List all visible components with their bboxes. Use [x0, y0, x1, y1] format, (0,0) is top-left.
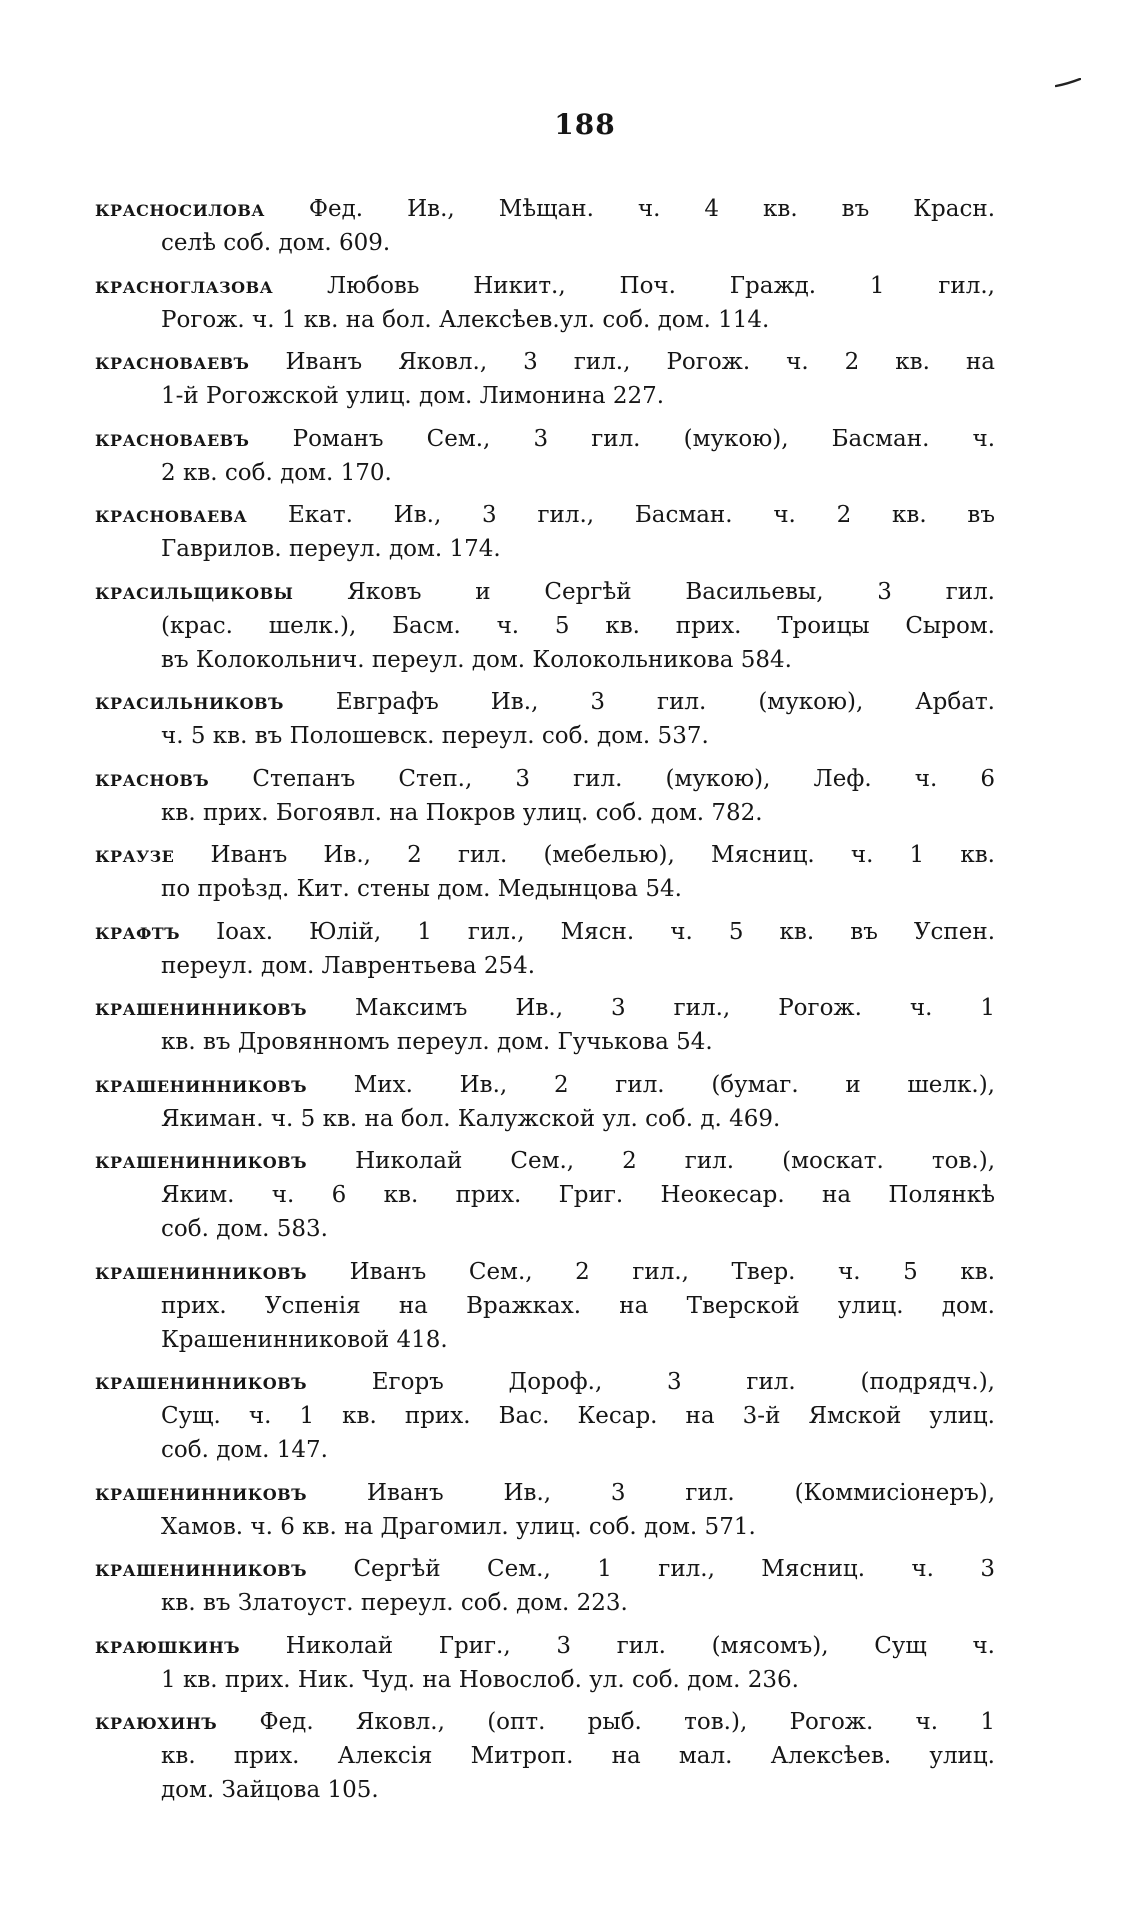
- entry-text: Николай Сем., 2 гил. (москат. тов.),: [355, 1148, 995, 1174]
- entry-text: Фед. Ив., Мѣщан. ч. 4 кв. въ Красн.: [308, 196, 995, 222]
- entry-first-line: [95, 838, 995, 872]
- entry-continuation-line: [95, 1025, 995, 1059]
- entry-text: селѣ соб. дом. 609.: [161, 230, 391, 256]
- entry-text: Иванъ Ив., 3 гил. (Коммисіонеръ),: [366, 1479, 995, 1506]
- entry-text: въ Колокольнич. переул. дом. Колокольникова 584.: [161, 646, 792, 673]
- entry-surname: крашенинниковъ: [95, 1257, 308, 1285]
- entry-text: Фед. Яковл., (опт. рыб. тов.), Рогож. ч. 1: [259, 1709, 995, 1735]
- entry-text: Іоах. Юлій, 1 гил., Мясн. ч. 5 кв. въ Успен.: [216, 918, 995, 945]
- entry-text: кв. прих. Богоявл. на Покров улиц. соб. дом. 782.: [161, 799, 763, 826]
- entry-text: соб. дом. 147.: [161, 1437, 328, 1463]
- entry-text: ч. 5 кв. въ Полошевск. переул. соб. дом. 537.: [161, 723, 709, 749]
- entry-continuation-line: [95, 609, 995, 643]
- entry-text: Рогож. ч. 1 кв. на бол. Алексѣев.ул. соб. дом. 114.: [161, 306, 770, 333]
- entry-text: переул. дом. Лаврентьева 254.: [161, 952, 536, 979]
- entry-text: Крашенинниковой 418.: [161, 1326, 448, 1353]
- entry-text: Гаврилов. переул. дом. 174.: [161, 536, 501, 562]
- entry-first-line: [95, 915, 995, 949]
- directory-entry: [95, 1144, 995, 1246]
- entry-surname: крашенинниковъ: [95, 1070, 308, 1098]
- entry-continuation-line: [95, 872, 995, 906]
- entry-text: кв. въ Дровянномъ переул. дом. Гучькова 54.: [161, 1029, 713, 1055]
- entry-first-line: [95, 1705, 995, 1739]
- entry-surname: красносилова: [95, 195, 265, 222]
- entry-continuation-line: [95, 1739, 995, 1773]
- entry-continuation-line: [95, 1102, 995, 1136]
- entry-surname: крафтъ: [95, 917, 181, 945]
- directory-entry: [95, 762, 995, 830]
- entry-surname: красноваевъ: [95, 424, 250, 452]
- entry-continuation-line: [95, 643, 995, 677]
- entry-surname: краюшкинъ: [95, 1631, 241, 1659]
- directory-entry: [95, 1068, 995, 1136]
- entry-first-line: [95, 345, 995, 379]
- entry-continuation-line: [95, 1773, 995, 1807]
- entry-continuation-line: [95, 226, 995, 260]
- entry-surname: крашенинниковъ: [95, 994, 308, 1021]
- directory-entry: [95, 915, 995, 983]
- directory-entries: [95, 192, 995, 1816]
- entry-first-line: [95, 269, 995, 303]
- directory-entry: [95, 269, 995, 337]
- entry-text: Николай Григ., 3 гил. (мясомъ), Сущ ч.: [285, 1632, 995, 1659]
- entry-continuation-line: [95, 949, 995, 983]
- entry-surname: крашенинниковъ: [95, 1147, 308, 1174]
- entry-text: Сергѣй Сем., 1 гил., Мясниц. ч. 3: [353, 1556, 995, 1582]
- entry-surname: красноглазова: [95, 271, 274, 299]
- entry-continuation-line: [95, 1323, 995, 1357]
- entry-text: 1 кв. прих. Ник. Чуд. на Новослоб. ул. соб. дом. 236.: [161, 1666, 799, 1693]
- entry-text: соб. дом. 583.: [161, 1216, 328, 1242]
- entry-text: Яким. ч. 6 кв. прих. Григ. Неокесар. на Полянкѣ: [161, 1182, 995, 1208]
- entry-surname: красильщиковы: [95, 577, 294, 605]
- entry-text: Якиман. ч. 5 кв. на бол. Калужской ул. соб. д. 469.: [161, 1105, 781, 1132]
- entry-continuation-line: [95, 719, 995, 753]
- directory-entry: [95, 685, 995, 753]
- entry-first-line: [95, 1144, 995, 1178]
- entry-text: Иванъ Ив., 2 гил. (мебелью), Мясниц. ч. 1 кв.: [210, 842, 995, 868]
- page-number: 188: [554, 108, 616, 141]
- entry-surname: красноваевъ: [95, 348, 250, 375]
- entry-surname: красильниковъ: [95, 688, 284, 715]
- entry-first-line: [95, 1365, 995, 1399]
- entry-surname: крашенинниковъ: [95, 1368, 308, 1395]
- entry-surname: крашенинниковъ: [95, 1555, 308, 1582]
- entry-text: Любовь Никит., Поч. Гражд. 1 гил.,: [327, 272, 995, 299]
- entry-first-line: [95, 762, 995, 796]
- entry-text: кв. прих. Алексія Митроп. на мал. Алексѣев. улиц.: [161, 1743, 995, 1769]
- entry-continuation-line: [95, 796, 995, 830]
- entry-text: 1-й Рогожской улиц. дом. Лимонина 227.: [161, 383, 665, 409]
- entry-surname: краузе: [95, 841, 175, 868]
- entry-continuation-line: [95, 456, 995, 490]
- entry-text: 2 кв. соб. дом. 170.: [161, 459, 392, 486]
- entry-surname: краюхинъ: [95, 1708, 218, 1735]
- corner-pen-mark: [1055, 78, 1081, 88]
- directory-entry: [95, 345, 995, 413]
- entry-continuation-line: [95, 379, 995, 413]
- entry-continuation-line: [95, 532, 995, 566]
- directory-entry: [95, 991, 995, 1059]
- entry-first-line: [95, 1552, 995, 1586]
- entry-continuation-line: [95, 1433, 995, 1467]
- entry-surname: красноваева: [95, 501, 248, 528]
- entry-text: Иванъ Сем., 2 гил., Твер. ч. 5 кв.: [349, 1258, 995, 1285]
- entry-surname: красновъ: [95, 764, 210, 792]
- directory-entry: [95, 838, 995, 906]
- entry-surname: крашенинниковъ: [95, 1478, 308, 1506]
- entry-text: дом. Зайцова 105.: [161, 1777, 379, 1803]
- entry-continuation-line: [95, 1178, 995, 1212]
- entry-continuation-line: [95, 1212, 995, 1246]
- entry-continuation-line: [95, 1586, 995, 1620]
- entry-text: Мих. Ив., 2 гил. (бумаг. и шелк.),: [353, 1071, 995, 1098]
- directory-entry: [95, 1365, 995, 1467]
- entry-text: Хамов. ч. 6 кв. на Драгомил. улиц. соб. дом. 571.: [161, 1513, 756, 1540]
- entry-text: Егоръ Дороф., 3 гил. (подрядч.),: [371, 1369, 995, 1395]
- entry-continuation-line: [95, 1289, 995, 1323]
- directory-entry: [95, 192, 995, 260]
- entry-continuation-line: [95, 303, 995, 337]
- entry-text: Степанъ Степ., 3 гил. (мукою), Леф. ч. 6: [252, 765, 995, 792]
- directory-entry: [95, 1552, 995, 1620]
- entry-text: (крас. шелк.), Басм. ч. 5 кв. прих. Троицы Сыром.: [161, 612, 995, 639]
- entry-first-line: [95, 1476, 995, 1510]
- entry-text: Максимъ Ив., 3 гил., Рогож. ч. 1: [355, 995, 995, 1021]
- directory-entry: [95, 422, 995, 490]
- entry-text: Яковъ и Сергѣй Васильевы, 3 гил.: [347, 578, 995, 605]
- entry-first-line: [95, 575, 995, 609]
- entry-text: Романъ Сем., 3 гил. (мукою), Басман. ч.: [292, 425, 995, 452]
- directory-entry: [95, 1255, 995, 1357]
- entry-first-line: [95, 1068, 995, 1102]
- entry-text: прих. Успенія на Вражках. на Тверской улиц. дом.: [161, 1292, 995, 1319]
- entry-text: Евграфъ Ив., 3 гил. (мукою), Арбат.: [335, 689, 995, 715]
- entry-first-line: [95, 685, 995, 719]
- entry-text: Иванъ Яковл., 3 гил., Рогож. ч. 2 кв. на: [285, 349, 995, 375]
- directory-entry: [95, 1476, 995, 1544]
- entry-first-line: [95, 192, 995, 226]
- entry-first-line: [95, 991, 995, 1025]
- entry-first-line: [95, 498, 995, 532]
- entry-first-line: [95, 1629, 995, 1663]
- entry-text: Екат. Ив., 3 гил., Басман. ч. 2 кв. въ: [287, 502, 995, 528]
- entry-text: кв. въ Златоуст. переул. соб. дом. 223.: [161, 1590, 628, 1616]
- entry-text: по проѣзд. Кит. стены дом. Медынцова 54.: [161, 876, 682, 902]
- directory-entry: [95, 1705, 995, 1807]
- entry-continuation-line: [95, 1663, 995, 1697]
- entry-first-line: [95, 1255, 995, 1289]
- entry-text: Сущ. ч. 1 кв. прих. Вас. Кесар. на 3-й Ямской улиц.: [161, 1403, 995, 1429]
- entry-continuation-line: [95, 1510, 995, 1544]
- directory-entry: [95, 575, 995, 677]
- entry-first-line: [95, 422, 995, 456]
- directory-entry: [95, 1629, 995, 1697]
- entry-continuation-line: [95, 1399, 995, 1433]
- directory-entry: [95, 498, 995, 566]
